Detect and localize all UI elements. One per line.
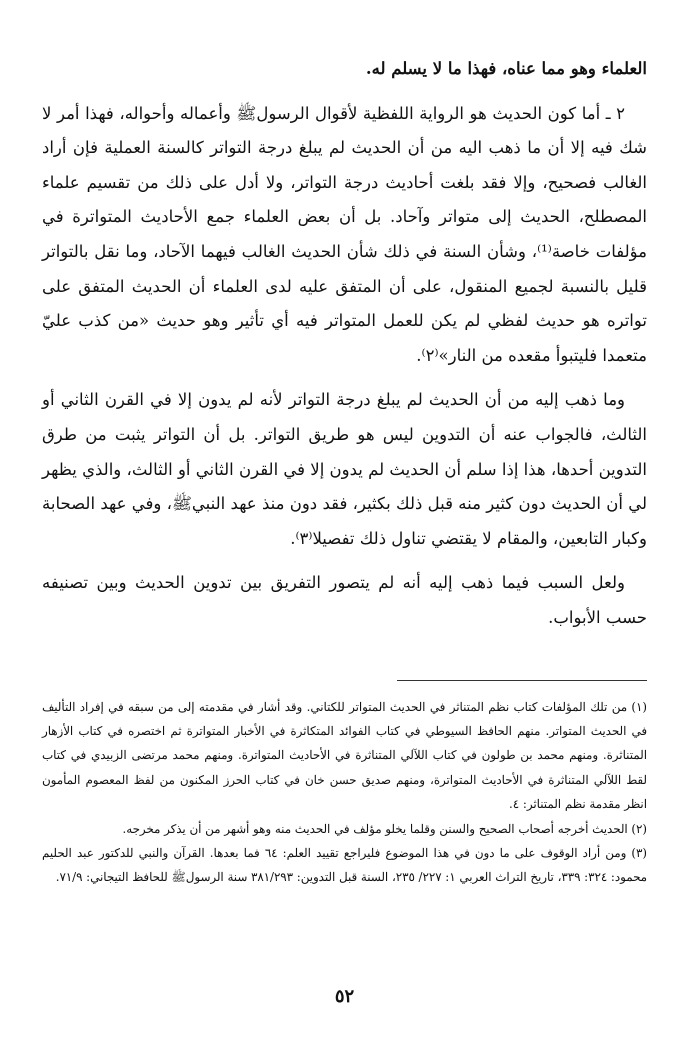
footnote-3: (٣) ومن أراد الوقوف على ما دون في هذا الموضوع فليراجع تقييد العلم: ٦٤ فما بعدها. القرآن والنبي للدكتور عبد الحليم محمود: ٣٢٤: ٣٣٩، تاريخ التراث العربي ١: ٢٢٧/ ٢٣٥، السنة قبل التدوين: ٣٨١/٢٩٣ سنة الرسولﷺ للحافظ التيجاني: ٧١/٩. [42, 845, 647, 885]
paragraph-hadith-narration: ٢ ـ أما كون الحديث هو الرواية اللفظية لأقوال الرسولﷺ وأعماله وأحواله، فهذا أمر لا شك فيه إلا أن ما ذهب اليه من أن الحديث لم يبلغ درجة التواتر كالسنة العملية فإن أراد الغالب فصحيح، وإلا فقد بلغت أحاديث درجة التواتر، ولا أدل على ذلك من تقسيم علماء المصطلح، الحديث إلى متواتر وآحاد. بل أن بعض العلماء جمع الأحاديث المتواترة في مؤلفات خاصة⁽¹⁾، وشأن السنة في ذلك شأن الحديث الغالب فيهما الآحاد، وما نقل بالتواتر قليل بالنسبة لجميع المنقول، على أن المتفق عليه لدى العلماء أن الحديث المتفق على تواتره هو حديث لفظي لم يكن للعمل المتواتر فيه أي تأثير وهو حديث «من كذب عليّ متعمدا فليتبوأ مقعده من النار»⁽٢⁾. [42, 103, 647, 365]
paragraph-continuation: العلماء وهو مما عناه، فهذا ما لا يسلم له. [365, 59, 647, 78]
footnotes [42, 695, 647, 890]
main-text [42, 52, 647, 636]
paragraph-conclusion: ولعل السبب فيما ذهب إليه أنه لم يتصور التفريق بين تدوين الحديث وبين تصنيفه حسب الأبواب. [42, 573, 647, 627]
paragraph-tadwin-response: وما ذهب إليه من أن الحديث لم يبلغ درجة التواتر لأنه لم يدون إلا في القرن الثاني أو الثالث، فالجواب عنه أن التدوين ليس هو طريق التواتر. بل أن التواتر يثبت من طرق التدوين أحدها، هذا إذا سلم أن الحديث لم يدون إلا في القرن الثاني أو الثالث، والذي يظهر لي أن الحديث دون كثير منه قبل ذلك بكثير، فقد دون منذ عهد النبيﷺ، وفي عهد الصحابة وكبار التابعين، والمقام لا يقتضي تناول ذلك تفصيلا⁽٣⁾. [42, 390, 647, 548]
footnote-1: (١) من تلك المؤلفات كتاب نظم المتناثر في الحديث المتواتر للكتاني. وقد أشار في مقدمته إلى من سبقه في إفراد التأليف في الحديث المتواتر. منهم الحافظ السيوطي في كتاب الفوائد المتكاثرة في الأخبار المتواترة ثم اختصره في كتاب الأزهار المتناثرة. ومنهم محمد بن طولون في كتاب اللآلي المتناثرة في الأحاديث المتواترة. ومنهم محمد مرتضى الزبيدي في كتاب لقط اللآلي المتناثرة في الأحاديث المتواترة، ومنهم صديق حسن خان في كتاب الحرز المكنون من لفظ المعصوم المأمون انظر مقدمة نظم المتناثر: ٤. [42, 699, 647, 812]
page-number: ٥٢ [334, 986, 355, 1007]
footnote-separator-wrap [42, 680, 647, 681]
footnote-separator [397, 680, 647, 681]
footnote-2: (٢) الحديث أخرجه أصحاب الصحيح والسنن وقلما يخلو مؤلف في الحديث منه وهو أشهر من أن يذكر مخرجه. [122, 821, 647, 836]
